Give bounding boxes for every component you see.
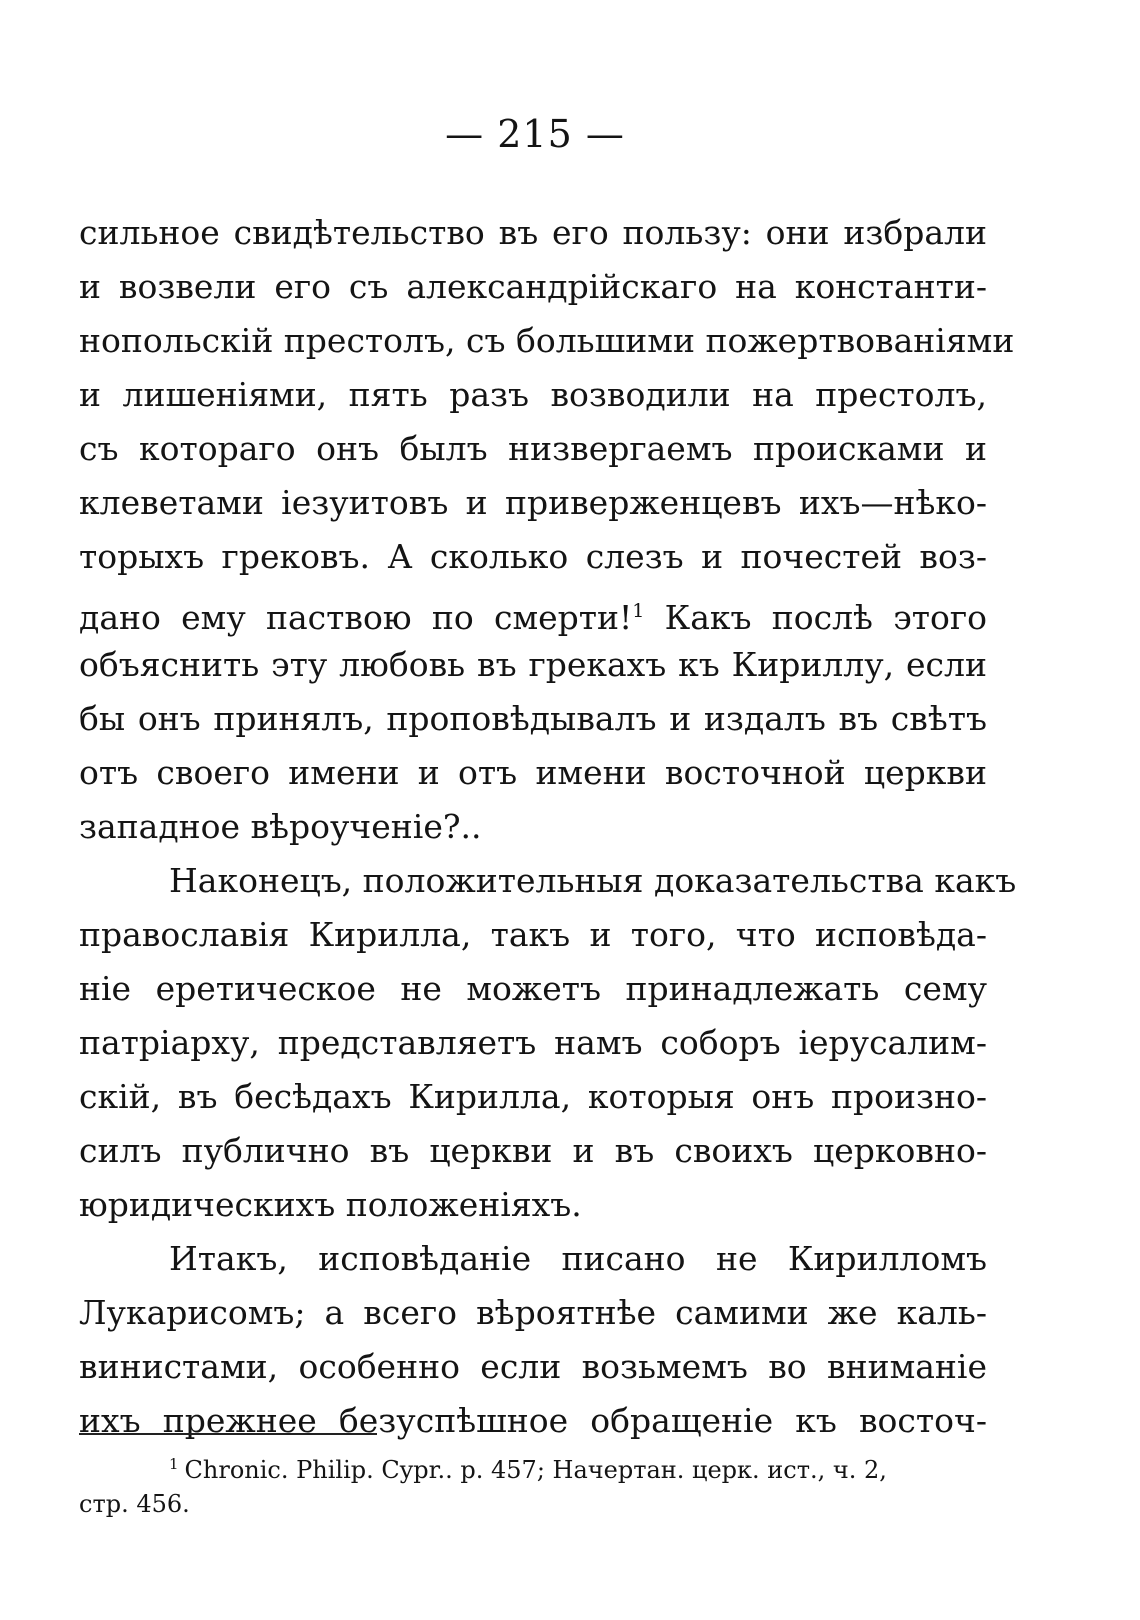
text-line: и лишеніями, пять разъ возводили на престолъ, — [79, 375, 987, 414]
text-fragment: Какъ послѣ этого — [644, 598, 987, 637]
body-text — [79, 206, 1017, 1448]
text-line: Итакъ, исповѣданіе писано не Кирилломъ — [169, 1239, 987, 1278]
text-line: скій, въ бесѣдахъ Кирилла, которыя онъ произно- — [79, 1077, 987, 1116]
text-line: отъ своего имени и отъ имени восточной церкви — [79, 753, 987, 792]
text-line: бы онъ принялъ, проповѣдывалъ и издалъ въ свѣтъ — [79, 699, 987, 738]
text-fragment: дано ему паствою по смерти! — [79, 598, 633, 637]
text-line-with-footnote — [79, 584, 987, 638]
text-line: ніе еретическое не можетъ принадлежать сему — [79, 969, 987, 1008]
footnote-marker: 1 — [169, 1455, 179, 1473]
text-line: съ котораго онъ былъ низвергаемъ происками и — [79, 429, 987, 468]
text-line: православія Кирилла, такъ и того, что исповѣда- — [79, 915, 987, 954]
footnote-line: стр. 456. — [79, 1490, 190, 1518]
text-line: и возвели его съ александрійскаго на константи- — [79, 267, 987, 306]
text-line: сильное свидѣтельство въ его пользу: они избрали — [79, 213, 987, 252]
footnote-reference[interactable]: 1 — [632, 600, 645, 622]
page-number: — 215 — — [445, 112, 625, 156]
text-line: юридическихъ положеніяхъ. — [79, 1185, 582, 1224]
text-line: торыхъ грековъ. А сколько слезъ и почестей воз- — [79, 537, 987, 576]
text-line: нопольскій престолъ, съ большими пожертвованіями — [79, 321, 1015, 360]
text-line: Наконецъ, положительныя доказательства какъ — [169, 861, 1017, 900]
text-line: клеветами іезуитовъ и приверженцевъ ихъ—нѣко- — [79, 483, 987, 522]
text-line: западное вѣроученіе?.. — [79, 807, 482, 846]
text-line: ихъ прежнее безуспѣшное обращеніе къ восточ- — [79, 1401, 987, 1440]
text-line: винистами, особенно если возьмемъ во вниманіе — [79, 1347, 987, 1386]
footnote — [79, 1447, 987, 1521]
footnote-line — [79, 1447, 987, 1487]
text-line: объяснить эту любовь въ грекахъ къ Кириллу, если — [79, 645, 987, 684]
text-line: силъ публично въ церкви и въ своихъ церковно- — [79, 1131, 987, 1170]
text-line: патріарху, представляетъ намъ соборъ іерусалим- — [79, 1023, 987, 1062]
footnote-divider — [79, 1433, 377, 1435]
footnote-text: Chronic. Philip. Cypr.. p. 457; Начертан. церк. ист., ч. 2, — [184, 1456, 887, 1484]
text-line: Лукарисомъ; а всего вѣроятнѣе самими же каль- — [79, 1293, 987, 1332]
